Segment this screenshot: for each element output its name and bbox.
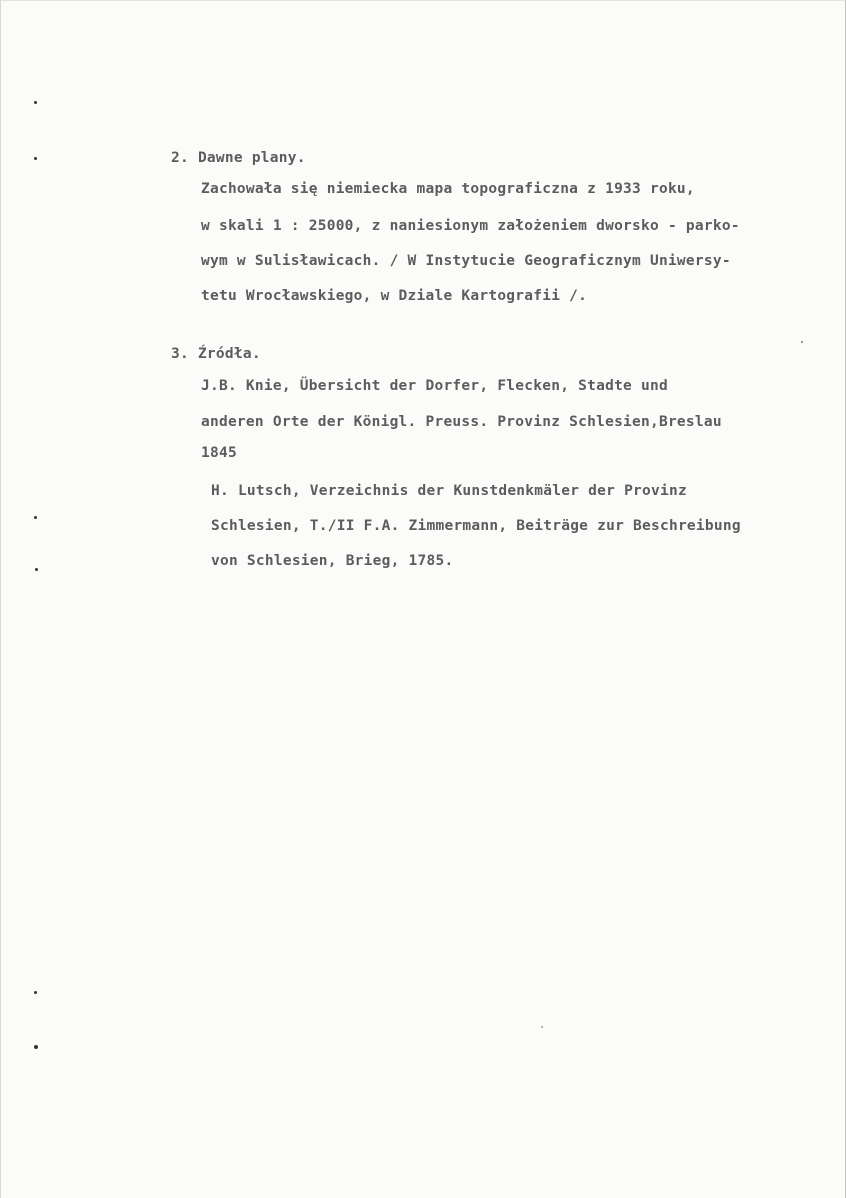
paragraph-line: wym w Sulisławicach. / W Instytucie Geograficznym Uniwersy-	[201, 253, 731, 269]
scan-speck	[541, 1026, 543, 1028]
section-heading-plans: 2. Dawne plany.	[171, 150, 306, 166]
paragraph-line: Zachowała się niemiecka mapa topograficzna z 1933 roku,	[201, 181, 695, 197]
scan-speck	[35, 568, 38, 571]
scan-speck	[34, 101, 37, 104]
scan-speck	[34, 516, 37, 519]
reference-line: H. Lutsch, Verzeichnis der Kunstdenkmäler der Provinz	[211, 483, 687, 499]
reference-line: anderen Orte der Königl. Preuss. Provinz Schlesien,Breslau	[201, 414, 722, 430]
reference-line: Schlesien, T./II F.A. Zimmermann, Beiträge zur Beschreibung	[211, 518, 741, 534]
reference-line: 1845	[201, 445, 237, 461]
scan-speck	[34, 157, 37, 160]
reference-line: J.B. Knie, Übersicht der Dorfer, Flecken, Stadte und	[201, 378, 668, 394]
scan-speck	[801, 341, 803, 343]
scan-speck	[34, 1045, 38, 1049]
reference-line: von Schlesien, Brieg, 1785.	[211, 553, 454, 569]
paragraph-line: w skali 1 : 25000, z naniesionym założeniem dworsko - parko-	[201, 218, 740, 234]
section-heading-sources: 3. Źródła.	[171, 346, 261, 362]
paragraph-line: tetu Wrocławskiego, w Dziale Kartografii /.	[201, 288, 588, 304]
scan-speck	[34, 991, 37, 994]
